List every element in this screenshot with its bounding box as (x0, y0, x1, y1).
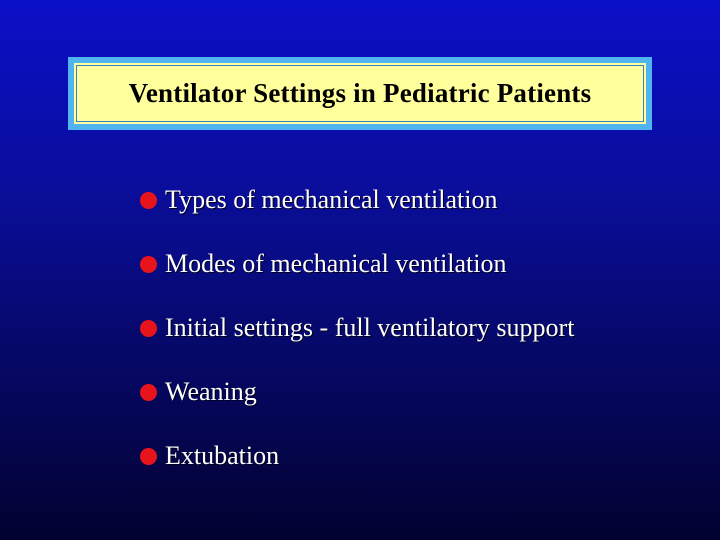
list-item (140, 360, 574, 424)
bullet-dot-icon (140, 384, 157, 401)
bullet-dot-icon (140, 192, 157, 209)
bullet-text: Initial settings - full ventilatory support (165, 313, 575, 342)
bullet-text: Types of mechanical ventilation (165, 185, 498, 214)
bullet-text: Weaning (165, 377, 257, 406)
list-item (140, 296, 574, 360)
list-item (140, 424, 574, 488)
bullet-text: Extubation (165, 441, 280, 470)
bullet-text: Modes of mechanical ventilation (165, 249, 507, 278)
list-item (140, 168, 574, 232)
list-item (140, 232, 574, 296)
bullet-dot-icon (140, 448, 157, 465)
bullet-dot-icon (140, 256, 157, 273)
bullet-dot-icon (140, 320, 157, 337)
title-box (68, 57, 652, 130)
slide-title: Ventilator Settings in Pediatric Patients (128, 78, 592, 108)
bullet-list (140, 168, 574, 488)
